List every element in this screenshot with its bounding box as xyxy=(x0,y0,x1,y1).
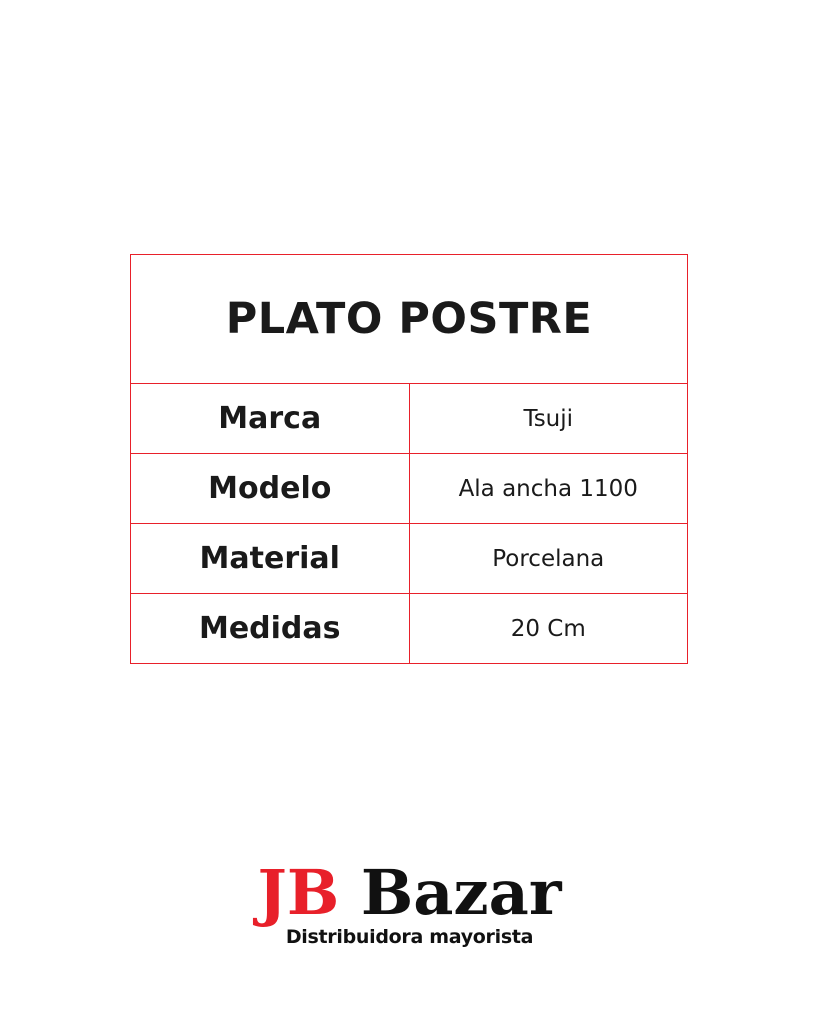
logo-initials: JB xyxy=(257,856,340,929)
product-title: PLATO POSTRE xyxy=(131,255,688,384)
spec-label: Material xyxy=(131,524,410,594)
spec-label: Medidas xyxy=(131,594,410,664)
spec-row-model xyxy=(131,454,688,524)
spec-label: Marca xyxy=(131,384,410,454)
brand-logo xyxy=(0,858,819,948)
spec-value: Ala ancha 1100 xyxy=(409,454,688,524)
spec-row-brand xyxy=(131,384,688,454)
spec-row-material xyxy=(131,524,688,594)
spec-value: Tsuji xyxy=(409,384,688,454)
logo-tagline: Distribuidora mayorista xyxy=(285,926,534,948)
logo-wordmark xyxy=(0,858,819,928)
spec-label: Modelo xyxy=(131,454,410,524)
spec-row-size xyxy=(131,594,688,664)
product-spec-table xyxy=(130,254,688,664)
spec-value: 20 Cm xyxy=(409,594,688,664)
spec-value: Porcelana xyxy=(409,524,688,594)
logo-brand-name: Bazar xyxy=(360,856,562,929)
